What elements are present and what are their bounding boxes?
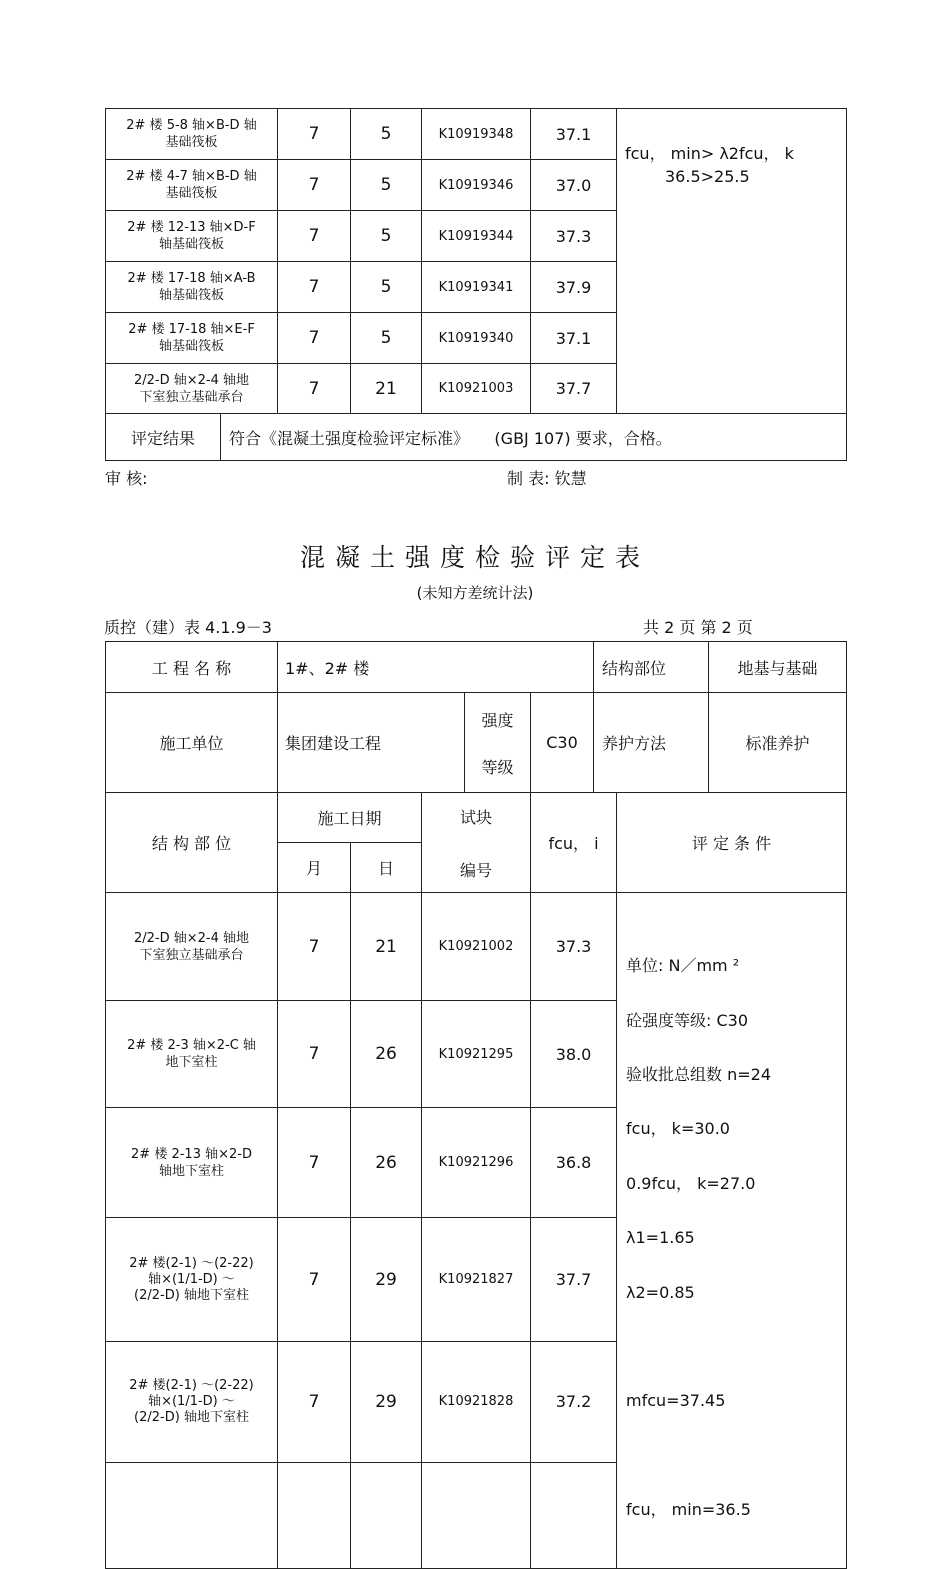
location-cell: 2# 楼 5-8 轴×B-D 轴 基础筏板 [106,109,278,160]
grade-label [465,693,531,793]
result-text: 符合《混凝土强度检验评定标准》 (GBJ 107) 要求，合格。 [229,428,672,448]
criteria-line [626,1442,846,1469]
month-cell: 7 [278,211,351,262]
criteria-cell [617,893,847,1569]
day-cell: 29 [351,1218,422,1341]
specimen-cell: K10921828 [422,1341,531,1462]
location-cell [106,1462,278,1568]
specimen-cell [422,1462,531,1568]
fcu-cell: 37.7 [531,364,617,414]
grade-label-line-2: 等级 [481,757,514,777]
month-cell: 7 [278,1218,351,1341]
project-row [106,642,847,693]
specimen-header-line-1: 试块 [460,807,493,827]
specimen-header-line-2: 编号 [460,860,493,880]
specimen-cell: K10919341 [422,262,531,313]
month-cell: 7 [278,893,351,1001]
day-cell: 5 [351,262,422,313]
day-cell: 5 [351,211,422,262]
day-cell [351,1462,422,1568]
fcu-cell: 37.7 [531,1218,617,1341]
curing-value: 标准养护 [709,693,847,793]
curing-label: 养护方法 [594,693,709,793]
specimen-cell: K10919346 [422,160,531,211]
location-cell: 2/2-D 轴×2-4 轴地 下室独立基础承台 [106,893,278,1001]
criteria-line: 砼强度等级: C30 [626,1010,749,1030]
month-cell: 7 [278,1107,351,1218]
fcu-cell: 37.9 [531,262,617,313]
condition-line-2: 36.5>25.5 [665,167,750,186]
date-header: 施工日期 [278,793,422,843]
criteria-line: λ1=1.65 [626,1228,695,1248]
month-cell: 7 [278,160,351,211]
month-cell: 7 [278,313,351,364]
month-cell: 7 [278,262,351,313]
fcu-cell [531,1462,617,1568]
location-cell: 2# 楼(2-1) ～(2-22) 轴×(1/1-D) ～ (2/2-D) 轴地下室柱 [106,1341,278,1462]
location-cell: 2# 楼 2-13 轴×2-D 轴地下室柱 [106,1107,278,1218]
day-cell: 5 [351,160,422,211]
specimen-header [422,793,531,893]
day-cell: 5 [351,313,422,364]
day-cell: 21 [351,364,422,414]
specimen-cell: K10921296 [422,1107,531,1218]
day-cell: 29 [351,1341,422,1462]
location-cell: 2# 楼 2-3 轴×2-C 轴 地下室柱 [106,1001,278,1107]
page-title: 混凝土强度检验评定表 [299,543,650,572]
project-value: 1#、2# 楼 [278,642,594,693]
part-value: 地基与基础 [709,642,847,693]
day-cell: 26 [351,1001,422,1107]
contractor-label: 施工单位 [106,693,278,793]
specimen-cell: K10919348 [422,109,531,160]
fcu-cell: 37.0 [531,160,617,211]
column-header-row [106,793,847,843]
page-info: 共 2 页 第 2 页 [643,618,753,637]
condition-line-1: fcu， min> λ2fcu， k [625,144,794,163]
specimen-cell: K10921003 [422,364,531,414]
table-row [106,893,847,1001]
location-cell: 2# 楼 17-18 轴×A-B 轴基础筏板 [106,262,278,313]
criteria-line [626,1333,846,1360]
fcu-cell: 37.2 [531,1341,617,1462]
condition-cell [617,109,847,414]
month-header: 月 [278,843,351,893]
project-label: 工 程 名 称 [106,642,278,693]
specimen-cell: K10919344 [422,211,531,262]
criteria-line: λ2=0.85 [626,1282,695,1302]
specimen-cell: K10919340 [422,313,531,364]
result-label: 评定结果 [106,414,221,460]
contractor-value: 集团建设工程 [278,693,465,793]
fcu-cell: 37.1 [531,313,617,364]
fcu-cell: 37.3 [531,211,617,262]
location-cell: 2/2-D 轴×2-4 轴地 下室独立基础承台 [106,364,278,414]
location-header: 结 构 部 位 [106,793,278,893]
location-cell: 2# 楼(2-1) ～(2-22) 轴×(1/1-D) ～ (2/2-D) 轴地下室柱 [106,1218,278,1341]
location-cell: 2# 楼 4-7 轴×B-D 轴 基础筏板 [106,160,278,211]
header-table [105,641,847,793]
contractor-row [106,693,847,793]
day-cell: 21 [351,893,422,1001]
prepared-by-label: 制 表: 钦慧 [507,469,587,488]
location-cell: 2# 楼 12-13 轴×D-F 轴基础筏板 [106,211,278,262]
specimen-cell: K10921827 [422,1218,531,1341]
criteria-line: fcu， min=36.5 [626,1499,751,1519]
part-label: 结构部位 [594,642,709,693]
month-cell [278,1462,351,1568]
top-table [105,108,847,461]
page-subtitle: (未知方差统计法) [416,584,534,602]
month-cell: 7 [278,364,351,414]
grade-value: C30 [531,693,594,793]
fcu-cell: 36.8 [531,1107,617,1218]
day-cell: 5 [351,109,422,160]
data-table [105,792,847,1569]
result-row [106,414,847,461]
month-cell: 7 [278,1341,351,1462]
day-header: 日 [351,843,422,893]
specimen-cell: K10921295 [422,1001,531,1107]
month-cell: 7 [278,1001,351,1107]
criteria-line: 验收批总组数 n=24 [626,1065,772,1085]
specimen-cell: K10921002 [422,893,531,1001]
location-cell: 2# 楼 17-18 轴×E-F 轴基础筏板 [106,313,278,364]
reviewer-label: 审 核: [105,469,148,488]
criteria-line: mfcu=37.45 [626,1391,726,1411]
fcu-cell: 37.3 [531,893,617,1001]
fcu-header: fcu， i [531,793,617,893]
table-row [106,109,847,160]
form-id: 质控（建）表 4.1.9－3 [104,618,272,637]
result-cell [106,414,847,461]
criteria-line: 0.9fcu， k=27.0 [626,1173,756,1193]
criteria-header: 评 定 条 件 [617,793,847,893]
fcu-cell: 37.1 [531,109,617,160]
grade-label-line-1: 强度 [481,710,514,730]
criteria-line: 单位: N／mm ² [626,956,740,976]
month-cell: 7 [278,109,351,160]
day-cell: 26 [351,1107,422,1218]
fcu-cell: 38.0 [531,1001,617,1107]
criteria-line: fcu， k=30.0 [626,1119,730,1139]
